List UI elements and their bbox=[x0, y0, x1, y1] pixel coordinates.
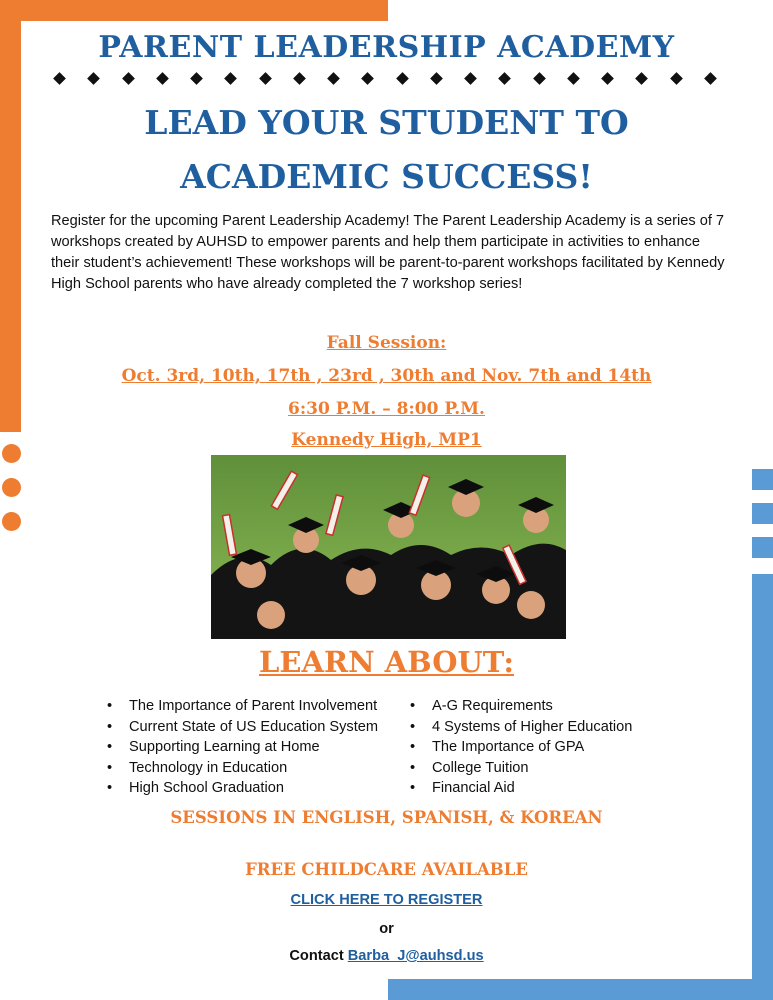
contact-label: Contact bbox=[289, 948, 344, 964]
blue-square bbox=[752, 469, 773, 490]
or-text: or bbox=[379, 921, 394, 937]
blue-square bbox=[752, 503, 773, 524]
topics-list-left bbox=[107, 696, 378, 799]
session-label: Fall Session: bbox=[326, 333, 447, 353]
session-location: Kennedy High, MP1 bbox=[291, 430, 482, 450]
diamond-icon bbox=[464, 72, 477, 85]
headline-line-2: ACADEMIC SUCCESS! bbox=[180, 157, 593, 196]
bottom-blue-bar bbox=[388, 979, 773, 1000]
diamond-icon bbox=[53, 72, 66, 85]
diamond-icon bbox=[122, 72, 135, 85]
topic-item: • 4 Systems of Higher Education bbox=[410, 717, 632, 738]
diamond-icon bbox=[498, 72, 511, 85]
headline-line-1: LEAD YOUR STUDENT TO bbox=[144, 103, 629, 142]
topics-list-right bbox=[410, 696, 632, 799]
topic-item: • College Tuition bbox=[410, 758, 632, 779]
languages-note: SESSIONS IN ENGLISH, SPANISH, & KOREAN bbox=[170, 808, 603, 827]
diamond-icon bbox=[601, 72, 614, 85]
diamond-icon bbox=[293, 72, 306, 85]
diamond-icon bbox=[704, 72, 717, 85]
register-link[interactable]: CLICK HERE TO REGISTER bbox=[290, 892, 483, 908]
diamond-icon bbox=[361, 72, 374, 85]
topic-item: • A-G Requirements bbox=[410, 696, 632, 717]
orange-dot bbox=[2, 512, 21, 531]
diamond-icon bbox=[224, 72, 237, 85]
diamond-icon bbox=[259, 72, 272, 85]
diamond-icon bbox=[567, 72, 580, 85]
diamond-icon bbox=[396, 72, 409, 85]
diamond-icon bbox=[670, 72, 683, 85]
graduates-photo bbox=[211, 455, 566, 639]
childcare-note: FREE CHILDCARE AVAILABLE bbox=[245, 860, 528, 879]
contact-line bbox=[0, 948, 773, 964]
diamond-icon bbox=[327, 72, 340, 85]
session-dates: Oct. 3rd, 10th, 17th , 23rd , 30th and Nov. 7th and 14th bbox=[121, 366, 652, 386]
topic-item: • Supporting Learning at Home bbox=[107, 737, 378, 758]
session-time: 6:30 P.M. – 8:00 P.M. bbox=[288, 399, 485, 419]
topic-item: • The Importance of Parent Involvement bbox=[107, 696, 378, 717]
diamond-icon bbox=[156, 72, 169, 85]
learn-about-heading: LEARN ABOUT: bbox=[258, 645, 515, 679]
blue-square bbox=[752, 537, 773, 558]
topic-item: • The Importance of GPA bbox=[410, 737, 632, 758]
diamond-icon bbox=[87, 72, 100, 85]
diamond-icon bbox=[430, 72, 443, 85]
diamond-divider bbox=[55, 74, 715, 83]
topic-item: • High School Graduation bbox=[107, 778, 378, 799]
diamond-icon bbox=[533, 72, 546, 85]
diamond-icon bbox=[635, 72, 648, 85]
contact-email-link[interactable]: Barba_J@auhsd.us bbox=[347, 948, 484, 964]
topic-item: • Technology in Education bbox=[107, 758, 378, 779]
topic-item: • Financial Aid bbox=[410, 778, 632, 799]
diamond-icon bbox=[190, 72, 203, 85]
top-orange-bar bbox=[0, 0, 388, 21]
page-title: PARENT LEADERSHIP ACADEMY bbox=[98, 30, 675, 65]
topic-item: • Current State of US Education System bbox=[107, 717, 378, 738]
intro-paragraph: Register for the upcoming Parent Leadership Academy! The Parent Leadership Academy is a series of 7 workshops created by AUHSD to empower parents and help them participate in activities to enhance their student’s achievement! These workshops will be parent-to-parent workshops facilitated by Kennedy High School parents who have already completed the 7 workshop series! bbox=[51, 213, 725, 292]
orange-dot bbox=[2, 478, 21, 497]
